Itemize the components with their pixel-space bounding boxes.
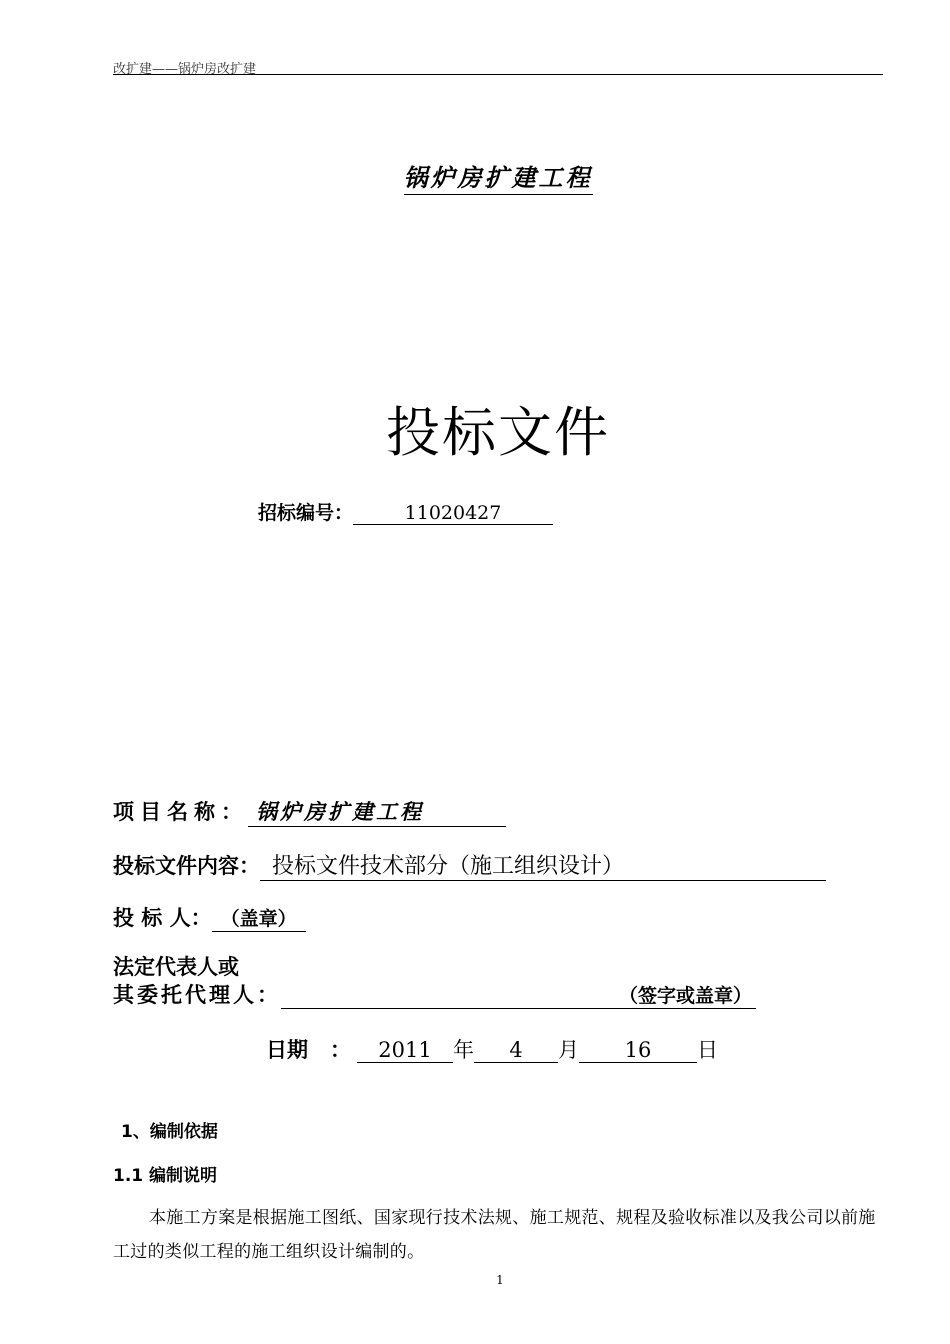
bidder-field	[113, 902, 306, 932]
cover-project-title	[0, 158, 950, 193]
date-day: 16	[579, 1038, 697, 1063]
tender-number-label: 招标编号：	[258, 502, 354, 524]
section-heading-1-1: 1.1 编制说明	[113, 1166, 218, 1186]
bidder-value: （盖章）	[212, 904, 306, 932]
date-label: 日期	[266, 1038, 308, 1062]
date-colon: ：	[330, 1038, 351, 1062]
bid-content-field	[113, 849, 826, 881]
project-name-value: 锅炉房扩建工程	[248, 796, 506, 827]
section-heading-1: 1、编制依据	[121, 1122, 218, 1142]
legal-rep-label-2: 其委托代理人：	[113, 983, 281, 1007]
running-header: 改扩建——锅炉房改扩建	[113, 62, 257, 77]
cover-project-title-text: 锅炉房扩建工程	[404, 163, 593, 195]
legal-rep-value: （签字或盖章）	[281, 981, 756, 1009]
date-month: 4	[474, 1038, 558, 1063]
page-number: 1	[496, 1273, 504, 1287]
date-line	[266, 1034, 718, 1064]
project-name-field	[113, 796, 506, 827]
bidder-label: 投 标 人：	[113, 906, 212, 930]
bid-content-value: 投标文件技术部分（施工组织设计）	[260, 849, 826, 881]
legal-rep-label-line-1	[113, 951, 239, 981]
bid-content-label: 投标文件内容：	[113, 854, 260, 878]
header-rule	[113, 74, 883, 75]
date-year: 2011	[357, 1038, 453, 1063]
legal-rep-label-1: 法定代表人或	[113, 955, 239, 979]
tender-number-line	[258, 498, 553, 525]
date-year-unit: 年	[453, 1038, 474, 1062]
tender-number-value: 11020427	[353, 502, 553, 525]
body-paragraph: 本施工方案是根据施工图纸、国家现行技术法规、施工规范、规程及验收标准以及我公司以前施工过的类似工程的施工组织设计编制的。	[113, 1208, 876, 1262]
project-name-label: 项目名称：	[113, 800, 248, 824]
legal-rep-field	[113, 979, 756, 1009]
date-day-unit: 日	[697, 1038, 718, 1062]
date-month-unit: 月	[558, 1038, 579, 1062]
document-title: 投标文件	[386, 401, 610, 464]
